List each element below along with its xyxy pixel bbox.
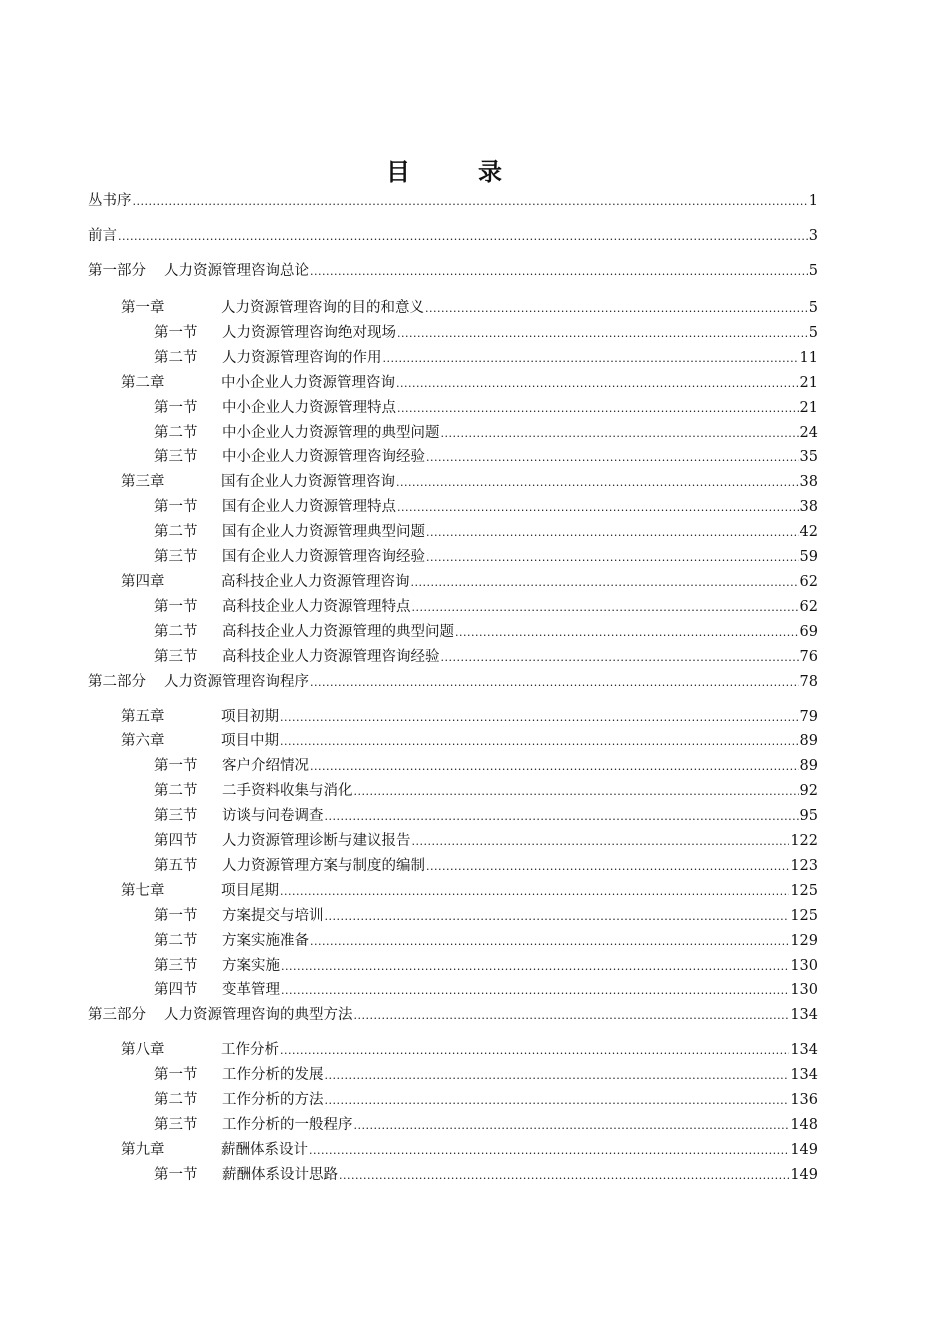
- toc-entry-title: 国有企业人力资源管理咨询经验: [222, 549, 425, 565]
- dot-leader: [455, 622, 799, 644]
- toc-chapter-entry[interactable]: [121, 1139, 818, 1161]
- dot-leader: [397, 323, 808, 345]
- toc-entry-page: 42: [799, 524, 818, 541]
- toc-entry-title: 方案实施准备: [222, 932, 309, 949]
- toc-entry-page: 3: [808, 228, 818, 244]
- toc-section-entry[interactable]: [154, 955, 818, 977]
- dot-leader: [281, 956, 789, 978]
- dot-leader: [309, 1140, 789, 1162]
- toc-entry-label: 第二节: [154, 623, 198, 640]
- toc-section-entry[interactable]: [154, 596, 818, 618]
- toc-entry-page: 38: [799, 474, 818, 491]
- toc-section-entry[interactable]: [154, 805, 818, 827]
- toc-entry-page: 149: [790, 1166, 818, 1183]
- toc-section-entry[interactable]: [154, 521, 818, 543]
- toc-section-entry[interactable]: [154, 755, 818, 777]
- toc-entry-label: 第二章: [121, 374, 165, 391]
- dot-leader: [441, 423, 799, 445]
- toc-section-entry[interactable]: [154, 322, 818, 344]
- toc-entry-page: 123: [790, 857, 818, 874]
- dot-leader: [280, 707, 799, 729]
- dot-leader: [396, 472, 799, 494]
- toc-entry-label: 第一节: [154, 399, 198, 416]
- dot-leader: [397, 497, 799, 519]
- toc-entry-title: 项目初期: [221, 708, 279, 725]
- toc-entry-page: 76: [799, 648, 818, 665]
- dot-leader: [310, 672, 799, 694]
- toc-entry-page: 122: [790, 833, 818, 849]
- dot-leader: [310, 931, 789, 953]
- toc-entry-title: 丛书序: [88, 193, 132, 209]
- toc-entry-label: 第一节: [154, 1166, 198, 1183]
- toc-entry-label: 第七章: [121, 882, 165, 899]
- toc-entry-label: 第三节: [154, 648, 198, 665]
- toc-entry-label: 第二节: [154, 1092, 198, 1109]
- toc-entry-title: 中小企业人力资源管理咨询: [221, 374, 395, 391]
- toc-entry-title: 客户介绍情况: [222, 758, 309, 775]
- toc-entry-label: 第二节: [154, 349, 198, 366]
- toc-entry-page: 148: [790, 1117, 818, 1133]
- toc-entry-title: 变革管理: [222, 982, 280, 999]
- toc-entry-title: 工作分析的发展: [222, 1067, 324, 1084]
- toc-entry-page: 5: [808, 263, 818, 279]
- toc-entry-page: 5: [808, 300, 818, 316]
- toc-entry-title: 高科技企业人力资源管理咨询: [221, 573, 410, 590]
- toc-section-entry[interactable]: [154, 855, 818, 877]
- toc-chapter-entry[interactable]: [121, 571, 818, 593]
- dot-leader: [325, 1065, 790, 1087]
- toc-section-entry[interactable]: [154, 422, 818, 444]
- toc-entry-title: 人力资源管理咨询程序: [164, 673, 309, 690]
- toc-entry-title: 二手资料收集与消化: [222, 783, 353, 800]
- toc-entry-title: 项目尾期: [221, 882, 279, 899]
- toc-chapter-entry[interactable]: [121, 1039, 818, 1061]
- toc-entry-label: 第一部分: [88, 263, 146, 279]
- toc-entry-title: 人力资源管理咨询的典型方法: [164, 1007, 353, 1024]
- toc-entry-page: 21: [799, 399, 818, 416]
- dot-leader: [426, 447, 799, 469]
- dot-leader: [118, 226, 808, 248]
- toc-entry-page: 38: [799, 499, 818, 516]
- toc-chapter-entry[interactable]: [121, 730, 818, 752]
- dot-leader: [325, 906, 790, 928]
- toc-entry-label: 第一节: [154, 499, 198, 516]
- toc-entry-title: 薪酬体系设计思路: [222, 1166, 338, 1183]
- toc-entry-label: 第六章: [121, 733, 165, 750]
- dot-leader: [280, 881, 789, 903]
- toc-entry-page: 5: [808, 324, 818, 341]
- toc-entry-label: 第四节: [154, 982, 198, 999]
- toc-chapter-entry[interactable]: [121, 471, 818, 493]
- toc-part-entry[interactable]: [88, 260, 818, 282]
- dot-leader: [426, 856, 789, 878]
- toc-entry-title: 人力资源管理咨询总论: [164, 263, 309, 279]
- toc-entry-page: 78: [799, 673, 818, 690]
- dot-leader: [354, 781, 799, 803]
- toc-entry-page: 130: [790, 982, 818, 999]
- toc-part-entry[interactable]: [88, 671, 818, 693]
- toc-entry-title: 前言: [88, 228, 117, 244]
- toc-entry-page: 130: [790, 957, 818, 974]
- toc-entry-page: 92: [799, 783, 818, 800]
- toc-entry-page: 89: [799, 733, 818, 750]
- toc-entry-label: 第九章: [121, 1141, 165, 1158]
- toc-entry-label: 第二部分: [88, 673, 146, 690]
- toc-entry-title: 人力资源管理咨询的目的和意义: [221, 300, 424, 316]
- toc-section-entry[interactable]: [154, 621, 818, 643]
- toc-entry-label: 第一章: [121, 300, 165, 316]
- toc-title: 目 录: [386, 157, 524, 186]
- toc-section-entry[interactable]: [154, 930, 818, 952]
- toc-entry-title: 高科技企业人力资源管理的典型问题: [222, 623, 454, 640]
- toc-entry-page: 136: [790, 1092, 818, 1109]
- toc-entry-page: 62: [799, 573, 818, 590]
- toc-entry-page: 1: [808, 193, 818, 209]
- toc-entry-label: 第一节: [154, 598, 198, 615]
- toc-entry-title: 人力资源管理咨询绝对现场: [222, 324, 396, 341]
- toc-entry-title: 高科技企业人力资源管理咨询经验: [222, 648, 440, 665]
- toc-entry-title: 项目中期: [221, 733, 279, 750]
- dot-leader: [383, 348, 799, 370]
- toc-entry-label: 第三节: [154, 1117, 198, 1133]
- toc-entry-label: 第五节: [154, 857, 198, 874]
- toc-entry-title: 中小企业人力资源管理咨询经验: [222, 449, 425, 466]
- toc-section-entry[interactable]: [154, 347, 818, 369]
- toc-chapter-entry[interactable]: [121, 880, 818, 902]
- toc-entry-page: 35: [799, 449, 818, 466]
- toc-entry-title: 工作分析: [221, 1042, 279, 1059]
- toc-entry-title: 方案提交与培训: [222, 907, 324, 924]
- toc-entry-label: 第一节: [154, 907, 198, 924]
- dot-leader: [412, 831, 790, 853]
- toc-section-entry[interactable]: [154, 905, 818, 927]
- toc-entry-page: 69: [799, 623, 818, 640]
- toc-section-entry[interactable]: [154, 546, 818, 568]
- toc-entry-page: 134: [790, 1007, 818, 1024]
- toc-entry-label: 第三部分: [88, 1007, 146, 1024]
- dot-leader: [354, 1005, 790, 1027]
- dot-leader: [339, 1165, 789, 1187]
- dot-leader: [411, 572, 799, 594]
- dot-leader: [280, 731, 799, 753]
- toc-entry-label: 第三节: [154, 957, 198, 974]
- toc-section-entry[interactable]: [154, 1114, 818, 1136]
- toc-section-entry[interactable]: [154, 397, 818, 419]
- toc-entry-page: 125: [790, 907, 818, 924]
- toc-entry-label: 第三章: [121, 474, 165, 491]
- toc-entry-label: 第一节: [154, 324, 198, 341]
- toc-entry-title: 国有企业人力资源管理咨询: [221, 474, 395, 491]
- toc-entry-label: 第八章: [121, 1042, 165, 1059]
- toc-entry-label: 第三节: [154, 449, 198, 466]
- toc-entry-label: 第三节: [154, 549, 198, 565]
- dot-leader: [397, 398, 799, 420]
- dot-leader: [412, 597, 799, 619]
- toc-entry-label: 第一节: [154, 1067, 198, 1084]
- toc-entry-page: 149: [790, 1141, 818, 1158]
- toc-entry-title: 方案实施: [222, 957, 280, 974]
- toc-entry-label: 第一节: [154, 758, 198, 775]
- toc-entry-label: 第四章: [121, 573, 165, 590]
- dot-leader: [310, 261, 808, 283]
- toc-entry-label: 第二节: [154, 932, 198, 949]
- toc-section-entry[interactable]: [154, 446, 818, 468]
- dot-leader: [425, 298, 808, 320]
- toc-entry-title: 国有企业人力资源管理特点: [222, 499, 396, 516]
- dot-leader: [280, 1040, 789, 1062]
- toc-entry-page: 62: [799, 598, 818, 615]
- toc-entry-title: 中小企业人力资源管理特点: [222, 399, 396, 416]
- toc-entry-page: 11: [799, 349, 818, 366]
- toc-chapter-entry[interactable]: [121, 297, 818, 319]
- toc-entry-page: 134: [790, 1042, 818, 1059]
- toc-section-entry[interactable]: [154, 646, 818, 668]
- toc-section-entry[interactable]: [154, 1089, 818, 1111]
- toc-chapter-entry[interactable]: [121, 706, 818, 728]
- toc-entry-page: 59: [799, 549, 818, 565]
- toc-entry-page: 134: [790, 1067, 818, 1084]
- toc-section-entry[interactable]: [154, 496, 818, 518]
- toc-entry-page: 129: [790, 932, 818, 949]
- toc-entry-label: 第二节: [154, 524, 198, 541]
- toc-entry-page: 125: [790, 882, 818, 899]
- toc-entry-page: 79: [799, 708, 818, 725]
- toc-entry-label: 第五章: [121, 708, 165, 725]
- toc-entry-title: 人力资源管理诊断与建议报告: [222, 833, 411, 849]
- dot-leader: [396, 373, 799, 395]
- toc-entry-page: 21: [799, 374, 818, 391]
- toc-entry-title: 国有企业人力资源管理典型问题: [222, 524, 425, 541]
- dot-leader: [133, 191, 808, 213]
- toc-entry-label: 第四节: [154, 833, 198, 849]
- dot-leader: [310, 756, 799, 778]
- toc-part-entry[interactable]: [88, 190, 818, 212]
- toc-entry-title: 薪酬体系设计: [221, 1141, 308, 1158]
- toc-entry-title: 工作分析的一般程序: [222, 1117, 353, 1133]
- toc-entry-label: 第二节: [154, 424, 198, 441]
- toc-part-entry[interactable]: [88, 225, 818, 247]
- toc-entry-page: 95: [799, 808, 818, 825]
- dot-leader: [426, 522, 799, 544]
- toc-entry-page: 89: [799, 758, 818, 775]
- toc-section-entry[interactable]: [154, 1064, 818, 1086]
- toc-section-entry[interactable]: [154, 830, 818, 852]
- dot-leader: [354, 1115, 790, 1137]
- toc-entry-title: 高科技企业人力资源管理特点: [222, 598, 411, 615]
- toc-entry-title: 访谈与问卷调查: [222, 808, 324, 825]
- dot-leader: [426, 547, 799, 569]
- dot-leader: [441, 647, 799, 669]
- toc-entry-title: 人力资源管理咨询的作用: [222, 349, 382, 366]
- dot-leader: [281, 980, 789, 1002]
- toc-entry-title: 人力资源管理方案与制度的编制: [222, 857, 425, 874]
- toc-section-entry[interactable]: [154, 1164, 818, 1186]
- toc-section-entry[interactable]: [154, 979, 818, 1001]
- toc-entry-label: 第三节: [154, 808, 198, 825]
- toc-entry-title: 中小企业人力资源管理的典型问题: [222, 424, 440, 441]
- toc-chapter-entry[interactable]: [121, 372, 818, 394]
- toc-entry-title: 工作分析的方法: [222, 1092, 324, 1109]
- toc-section-entry[interactable]: [154, 780, 818, 802]
- dot-leader: [325, 806, 799, 828]
- dot-leader: [325, 1090, 790, 1112]
- toc-entry-label: 第二节: [154, 783, 198, 800]
- toc-part-entry[interactable]: [88, 1004, 818, 1026]
- toc-entry-page: 24: [799, 424, 818, 441]
